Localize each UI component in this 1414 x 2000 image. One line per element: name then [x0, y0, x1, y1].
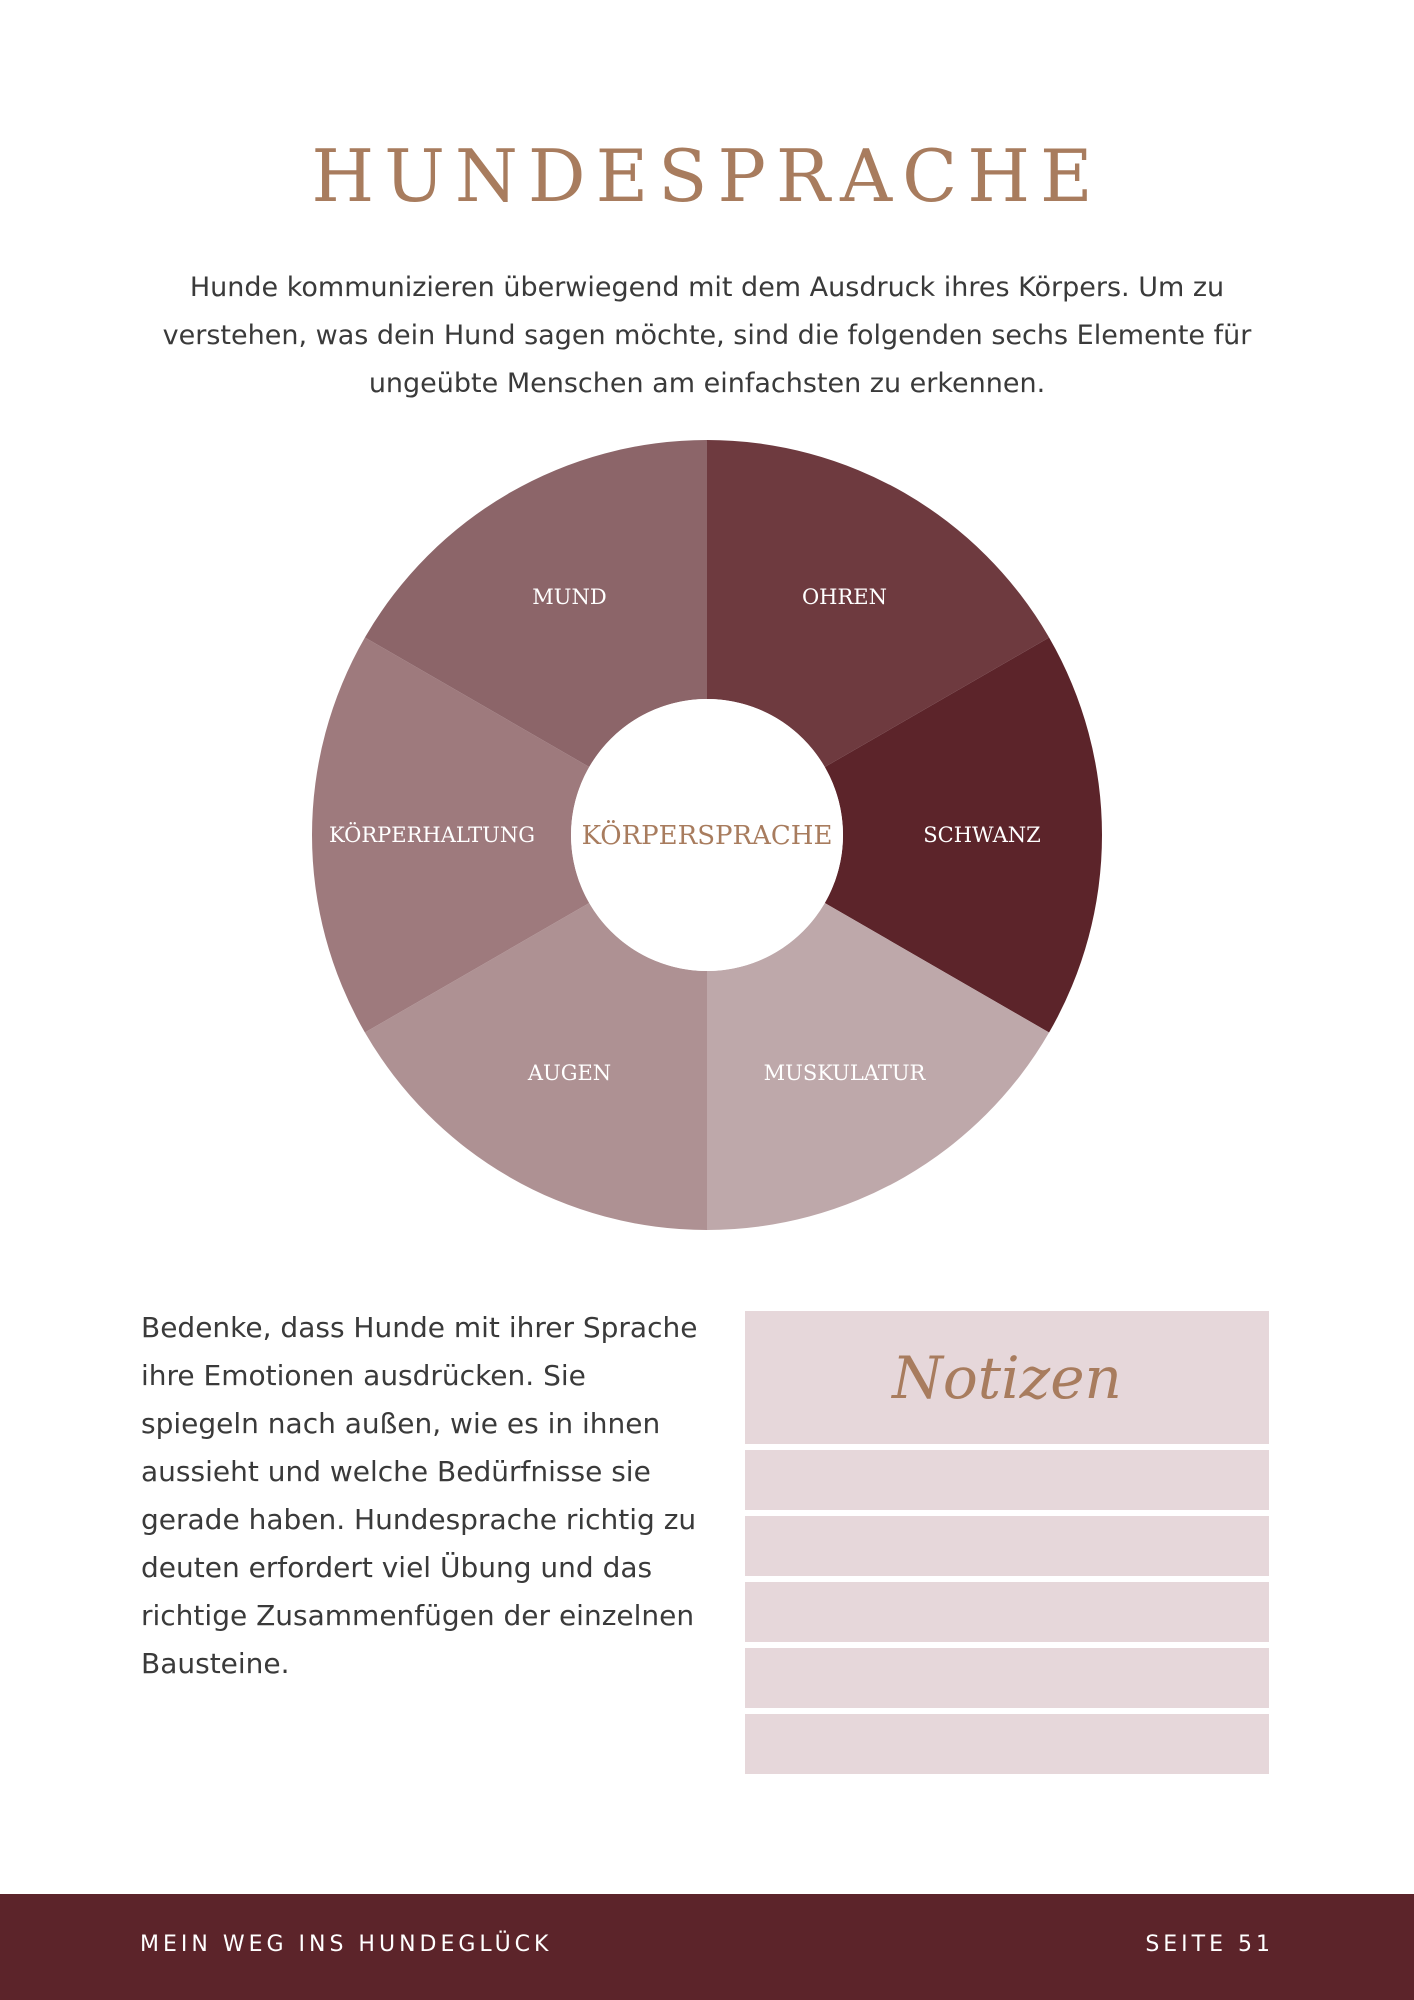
- notes-line[interactable]: [745, 1648, 1269, 1708]
- body-language-wheel: [312, 440, 1102, 1230]
- notes-line[interactable]: [745, 1714, 1269, 1774]
- notes-line[interactable]: [745, 1582, 1269, 1642]
- notes-line[interactable]: [745, 1516, 1269, 1576]
- notes-header: [745, 1311, 1269, 1444]
- wheel-segment-label: AUGEN: [527, 1061, 612, 1086]
- wheel-segment-label: KÖRPERHALTUNG: [329, 823, 535, 847]
- wheel-segment-label: OHREN: [801, 584, 888, 609]
- footer-page-number: SEITE 51: [1145, 1932, 1274, 1957]
- notes-title: Notizen: [892, 1343, 1122, 1412]
- intro-paragraph: Hunde kommunizieren überwiegend mit dem Ausdruck ihres Körpers. Um zu verstehen, was dein Hund sagen möchte, sind die folgenden sechs Elemente für ungeübte Menschen am einfachsten zu erkennen.: [162, 272, 1252, 399]
- page-footer: [0, 1894, 1414, 2000]
- page-title: HUNDESPRACHE: [311, 134, 1103, 218]
- wheel-segment-label: MUSKULATUR: [763, 1061, 926, 1086]
- footer-book-title: MEIN WEG INS HUNDEGLÜCK: [140, 1932, 553, 1957]
- wheel-segment-label: MUND: [532, 584, 607, 609]
- notes-line[interactable]: [745, 1450, 1269, 1510]
- body-paragraph: Bedenke, dass Hunde mit ihrer Sprache ihre Emotionen ausdrücken. Sie spiegeln nach außen, wie es in ihnen aussieht und welche Bedürfnisse sie gerade haben. Hundesprache richtig zu deuten erfordert viel Übung und das richtige Zusammenfügen der einzelnen Bausteine.: [141, 1311, 698, 1680]
- notes-box: [745, 1311, 1269, 1780]
- wheel-segment-label: SCHWANZ: [923, 823, 1041, 847]
- wheel-center-label: KÖRPERSPRACHE: [581, 821, 833, 851]
